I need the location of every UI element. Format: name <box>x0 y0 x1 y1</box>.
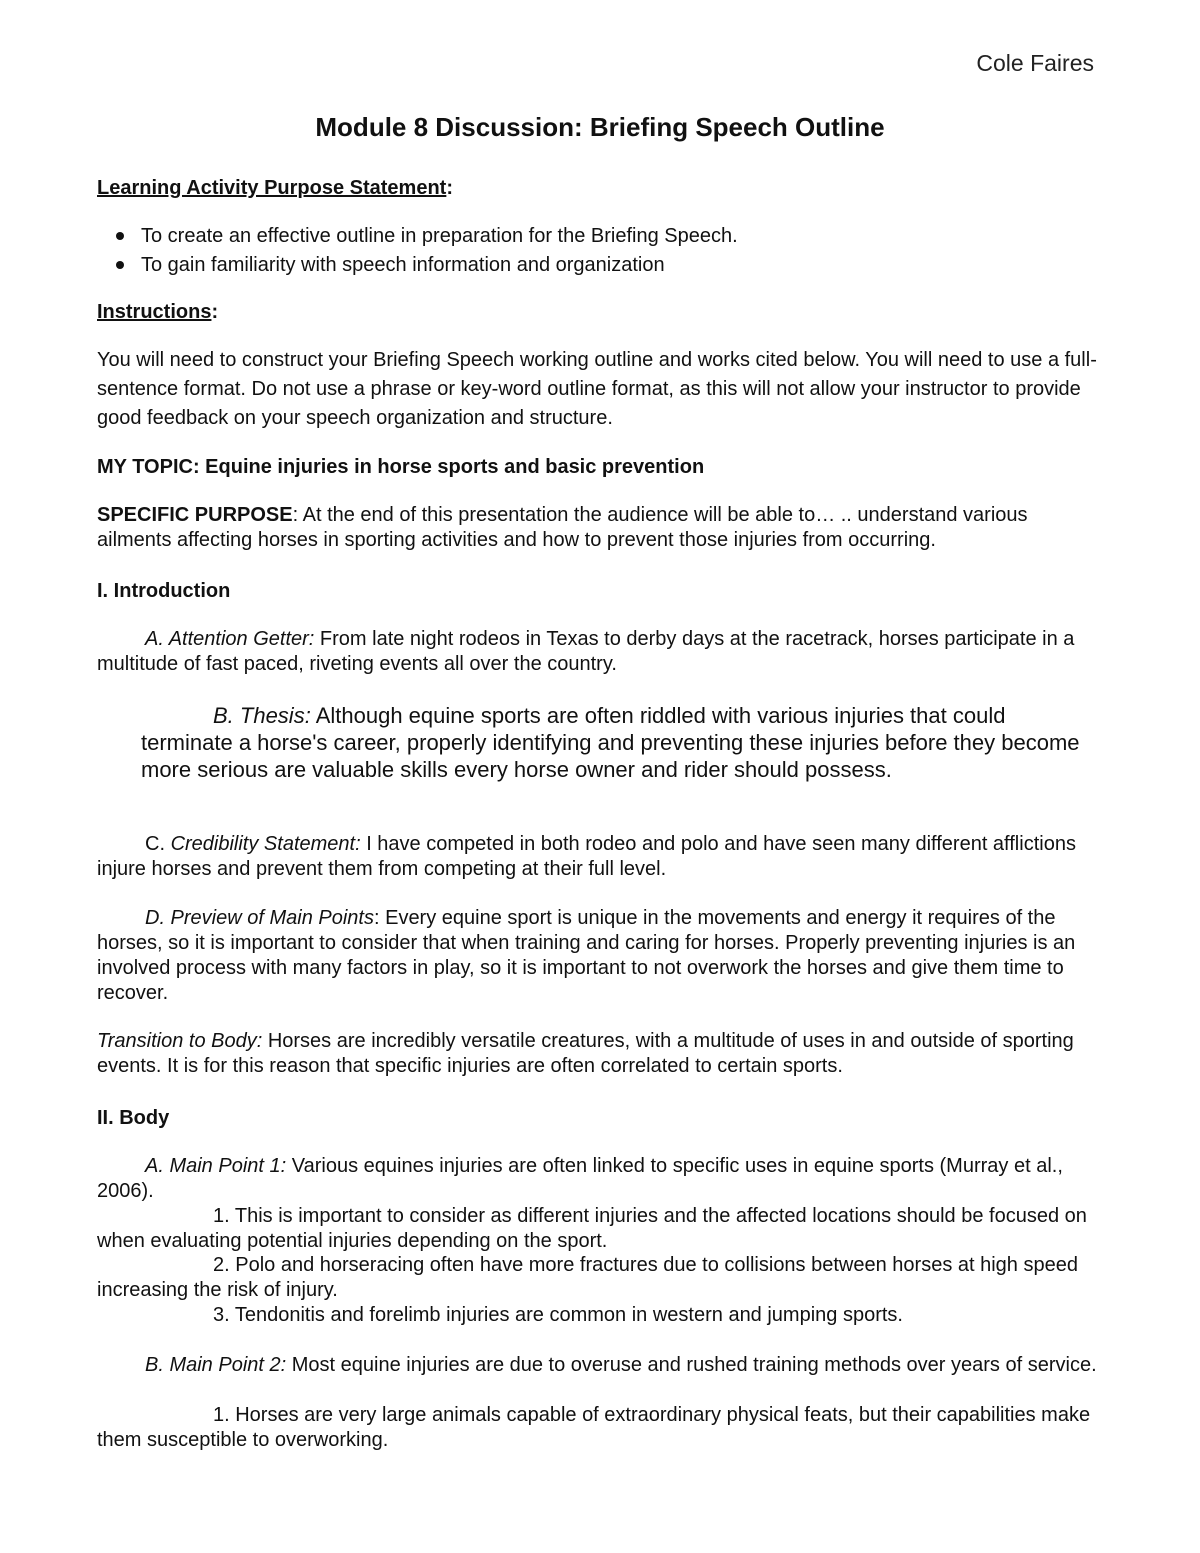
purpose-heading: Learning Activity Purpose Statement: <box>97 177 454 199</box>
body-heading: II. Body <box>97 1107 170 1129</box>
list-item: To gain familiarity with speech information and organization <box>116 251 738 280</box>
main-point-1-sub-3: 3. Tendonitis and forelimb injuries are common in western and jumping sports. <box>213 1304 903 1326</box>
list-item: To create an effective outline in preparation for the Briefing Speech. <box>116 222 738 251</box>
attention-getter: A. Attention Getter: From late night rodeos in Texas to derby days at the racetrack, horses participate in a multitude of fast paced, riveting events all over the country. <box>97 628 1075 675</box>
thesis: B. Thesis: Although equine sports are often riddled with various injuries that could terminate a horse's career, properly identifying and preventing these injuries before they become more serious are valuable skills every horse owner and rider should possess. <box>141 703 1080 782</box>
transition-to-body: Transition to Body: Horses are incredibly versatile creatures, with a multitude of uses in and outside of sporting events. It is for this reason that specific injuries are often correlated to certain sports. <box>97 1030 1074 1077</box>
author-name: Cole Faires <box>976 50 1094 76</box>
instructions-heading: Instructions: <box>97 301 219 323</box>
credibility-statement: C. Credibility Statement: I have competed in both rodeo and polo and have seen many different afflictions injure horses and prevent them from competing at their full level. <box>97 833 1076 880</box>
specific-purpose-text: : At the end of this presentation the audience will be able to… .. understand various ailments affecting horses in sporting activities and how to prevent those injuries from occurring. <box>97 504 1028 551</box>
main-point-1-sub-2: 2. Polo and horseracing often have more fractures due to collisions between horses at high speed increasing the risk of injury. <box>97 1254 1078 1301</box>
instructions-text: You will need to construct your Briefing Speech working outline and works cited below. You will need to use a full-sentence format. Do not use a phrase or key-word outline format, as this will not allow your instructor to provide good feedback on your speech organization and structure. <box>97 349 1097 429</box>
main-point-1: A. Main Point 1: Various equines injuries are often linked to specific uses in equine sports (Murray et al., 2006). <box>97 1155 1063 1202</box>
preview-main-points: D. Preview of Main Points: Every equine sport is unique in the movements and energy it requires of the horses, so it is important to consider that when training and caring for horses. Properly preventing injuries is an involved process with many factors in play, so it is important to not overwork the horses and give them time to recover. <box>97 907 1076 1004</box>
purpose-list <box>116 222 738 280</box>
page-title: Module 8 Discussion: Briefing Speech Outline <box>315 112 885 142</box>
introduction-heading: I. Introduction <box>97 580 231 602</box>
main-point-1-sub-1: 1. This is important to consider as different injuries and the affected locations should be focused on when evaluating potential injuries depending on the sport. <box>97 1205 1087 1252</box>
main-point-2: B. Main Point 2: Most equine injuries are due to overuse and rushed training methods over years of service. <box>145 1354 1097 1376</box>
specific-purpose-label: SPECIFIC PURPOSE <box>97 504 293 526</box>
specific-purpose <box>97 503 1097 553</box>
topic: MY TOPIC: Equine injuries in horse sports and basic prevention <box>97 456 705 478</box>
main-point-2-sub-1: 1. Horses are very large animals capable of extraordinary physical feats, but their capabilities make them susceptible to overworking. <box>97 1404 1091 1451</box>
